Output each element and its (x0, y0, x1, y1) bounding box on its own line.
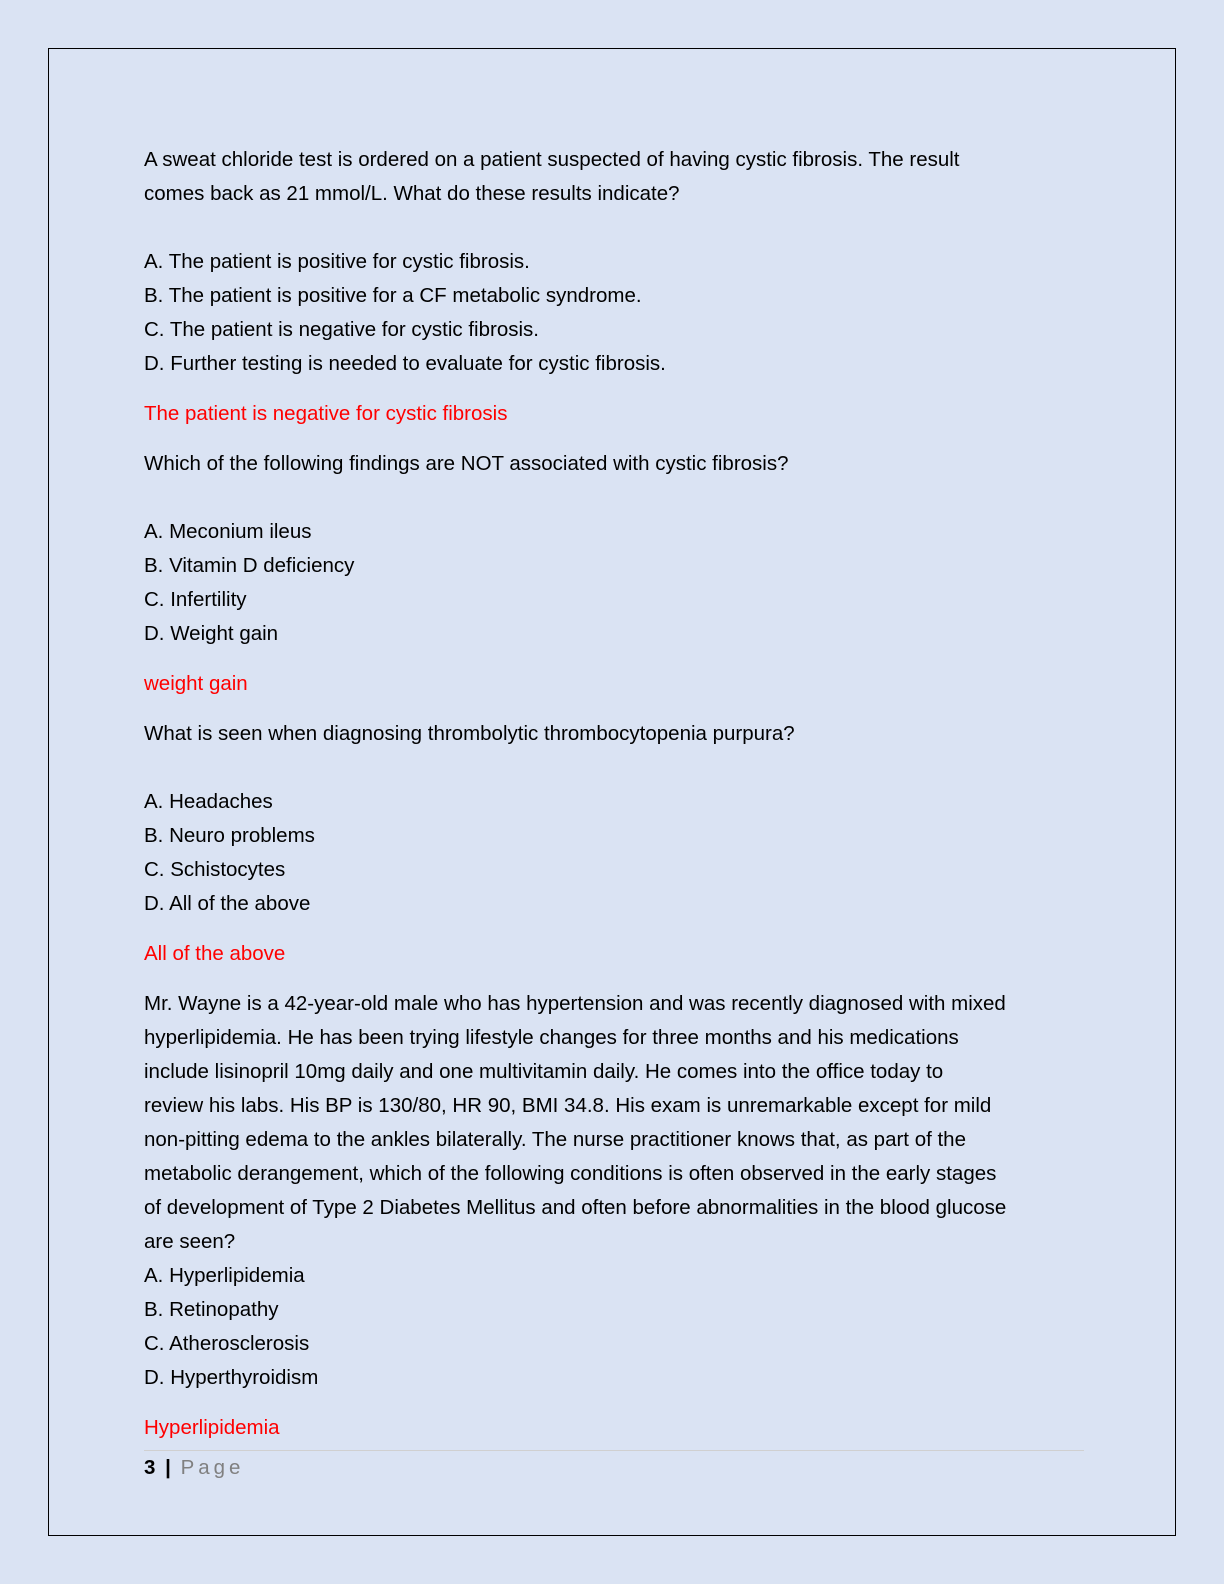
option-d: D. Hyperthyroidism (144, 1366, 319, 1389)
options-list (144, 515, 1084, 651)
answer-text: weight gain (144, 672, 248, 695)
answer-text: The patient is negative for cystic fibrosis (144, 402, 508, 425)
option-a: A. Hyperlipidemia (144, 1264, 305, 1287)
answer-text: All of the above (144, 942, 286, 965)
option-a: A. Meconium ileus (144, 520, 312, 543)
options-list (144, 785, 1084, 921)
question-stem-line: are seen? (144, 1230, 236, 1253)
question-stem-line: of development of Type 2 Diabetes Mellitus and often before abnormalities in the blood glucose (144, 1196, 1007, 1219)
answer-text: Hyperlipidemia (144, 1416, 280, 1439)
footer-divider (144, 1450, 1084, 1451)
option-b: B. Retinopathy (144, 1298, 279, 1321)
page-label: Page (180, 1456, 245, 1479)
options-list (144, 1259, 1084, 1395)
option-d: D. Further testing is needed to evaluate for cystic fibrosis. (144, 352, 666, 375)
question-stem-line: review his labs. His BP is 130/80, HR 90, BMI 34.8. His exam is unremarkable except for mild (144, 1094, 992, 1117)
question-stem-line: Mr. Wayne is a 42-year-old male who has hypertension and was recently diagnosed with mixed (144, 992, 1006, 1015)
options-list (144, 245, 1084, 381)
option-a: A. Headaches (144, 790, 273, 813)
option-c: C. Infertility (144, 588, 247, 611)
option-b: B. Vitamin D deficiency (144, 554, 355, 577)
page-number: 3 (144, 1456, 156, 1479)
option-b: B. Neuro problems (144, 824, 315, 847)
question-stem-line: metabolic derangement, which of the following conditions is often observed in the early stages (144, 1162, 997, 1185)
question-stem-line: A sweat chloride test is ordered on a patient suspected of having cystic fibrosis. The result (144, 148, 960, 171)
question-4 (144, 987, 1084, 1445)
question-1 (144, 143, 1084, 431)
question-2 (144, 447, 1084, 701)
option-c: C. The patient is negative for cystic fibrosis. (144, 318, 539, 341)
question-stem-line: What is seen when diagnosing thrombolytic thrombocytopenia purpura? (144, 722, 795, 745)
question-stem-line: non-pitting edema to the ankles bilaterally. The nurse practitioner knows that, as part of the (144, 1128, 966, 1151)
footer-separator: | (165, 1456, 171, 1479)
option-d: D. Weight gain (144, 622, 279, 645)
option-c: C. Atherosclerosis (144, 1332, 310, 1355)
option-a: A. The patient is positive for cystic fibrosis. (144, 250, 530, 273)
page-footer (144, 1453, 244, 1483)
question-stem-line: include lisinopril 10mg daily and one multivitamin daily. He comes into the office today to (144, 1060, 944, 1083)
option-d: D. All of the above (144, 892, 311, 915)
question-stem-line: comes back as 21 mmol/L. What do these results indicate? (144, 182, 680, 205)
question-stem-line: hyperlipidemia. He has been trying lifestyle changes for three months and his medications (144, 1026, 959, 1049)
page-content (144, 143, 1084, 1461)
option-c: C. Schistocytes (144, 858, 286, 881)
question-3 (144, 717, 1084, 971)
question-stem-line: Which of the following findings are NOT associated with cystic fibrosis? (144, 452, 789, 475)
option-b: B. The patient is positive for a CF metabolic syndrome. (144, 284, 642, 307)
